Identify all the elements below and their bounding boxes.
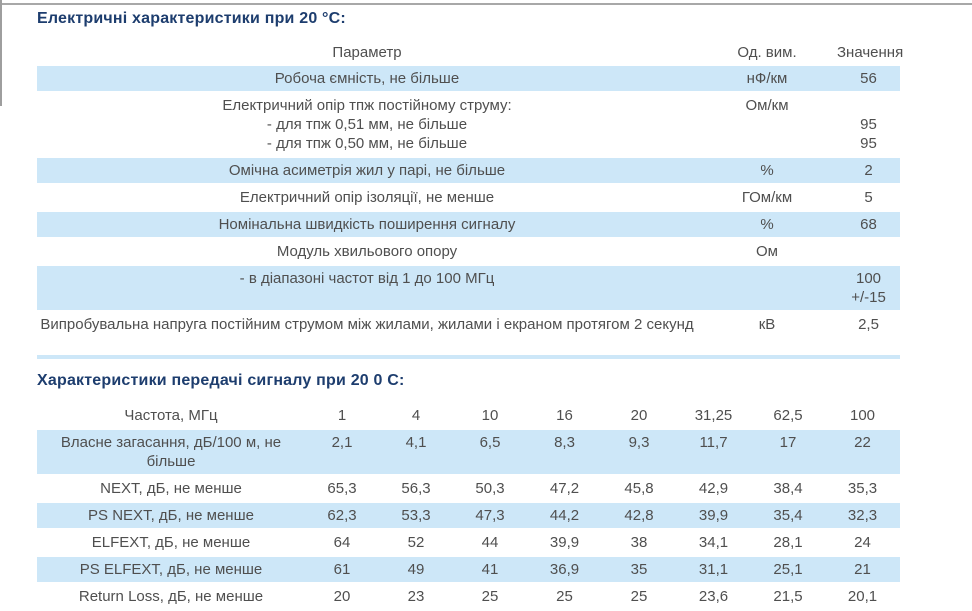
electrical-cell-unit (697, 266, 837, 310)
transmission-table-row (37, 530, 900, 555)
electrical-cell-unit (697, 93, 837, 156)
transmission-value-cell: 39,9 (676, 503, 751, 528)
transmission-value-cell: 9,3 (602, 430, 676, 474)
electrical-cell-unit (697, 158, 837, 183)
transmission-table-row (37, 430, 900, 474)
transmission-row-label: Власне загасання, дБ/100 м, не більше (37, 430, 305, 474)
transmission-value-cell: 23,6 (698, 588, 729, 605)
transmission-value-cell: 21,5 (773, 588, 803, 605)
cell-line: ГОм/км (741, 189, 793, 206)
transmission-value-cell: 4,1 (379, 430, 453, 474)
transmission-value-cell: 24 (854, 534, 871, 551)
electrical-table-row (37, 239, 900, 264)
electrical-cell-unit (697, 66, 837, 91)
electrical-table-row (37, 158, 900, 183)
transmission-table-row (37, 557, 900, 582)
cell-line: Ом/км (745, 97, 789, 114)
cell-line: 95 (860, 135, 877, 152)
electrical-cell-param (37, 239, 697, 264)
cell-line (697, 269, 837, 288)
cell-line: - в діапазоні частот від 1 до 100 МГц (239, 270, 495, 287)
transmission-value-cell: 31,1 (676, 557, 751, 582)
transmission-row-label: PS NEXT, дБ, не менше (37, 503, 305, 528)
cell-line: 68 (860, 216, 877, 233)
transmission-value-cell: 35,4 (751, 503, 825, 528)
transmission-table-row (37, 584, 900, 609)
section-divider-strip (37, 355, 900, 359)
transmission-value-cell: 2,1 (305, 430, 379, 474)
transmission-value-cell: 49 (379, 557, 453, 582)
signal-transmission-table (37, 402, 900, 611)
transmission-value-cell: 38 (630, 534, 648, 551)
transmission-value-cell: 50,3 (475, 480, 505, 497)
cell-line: 5 (864, 189, 873, 206)
transmission-value-cell: 32,3 (825, 503, 900, 528)
electrical-cell-unit (697, 185, 837, 210)
transmission-value-cell: 20,1 (847, 588, 878, 605)
transmission-value-cell: 42,8 (602, 503, 676, 528)
transmission-value-cell: 35,3 (847, 480, 878, 497)
transmission-value-cell: 39,9 (549, 534, 580, 551)
cell-line: 56 (860, 70, 877, 87)
section-title-electrical: Електричні характеристики при 20 °C: (37, 10, 346, 27)
transmission-value-cell: 6,5 (453, 430, 527, 474)
transmission-value-cell: 25 (556, 588, 573, 605)
transmission-value-cell: 62,3 (305, 503, 379, 528)
cell-line (697, 115, 837, 134)
electrical-cell-value (837, 212, 900, 237)
transmission-row-label: PS ELFEXT, дБ, не менше (37, 557, 305, 582)
transmission-table-body (37, 430, 900, 609)
transmission-value-cell: 61 (305, 557, 379, 582)
transmission-value-cell: 23 (407, 588, 425, 605)
frequency-column-header: 31,25 (694, 407, 733, 424)
frequency-column-header: 100 (849, 407, 876, 424)
transmission-value-cell: 52 (407, 534, 425, 551)
cell-line: Робоча ємність, не більше (274, 70, 460, 87)
transmission-value-cell: 47,2 (549, 480, 580, 497)
cell-line: Випробувальна напруга постійним струмом між жилами, жилами і екраном протягом 2 секунд (40, 316, 694, 333)
transmission-value-cell: 28,1 (773, 534, 803, 551)
electrical-cell-value (837, 66, 900, 91)
electrical-cell-value (837, 185, 900, 210)
electrical-table-row (37, 66, 900, 91)
transmission-value-cell: 38,4 (773, 480, 803, 497)
cell-line: Електричний опір ізоляції, не менше (239, 189, 495, 206)
cell-line: Номінальна швидкість поширення сигналу (218, 216, 516, 233)
electrical-cell-param (37, 266, 697, 310)
cell-line: Модуль хвильового опору (276, 243, 458, 260)
transmission-row-label: Return Loss, дБ, не менше (78, 588, 264, 605)
cell-line: - для тпж 0,50 мм, не більше (266, 135, 468, 152)
cell-line: кВ (758, 316, 776, 333)
transmission-table-header (37, 404, 900, 428)
electrical-cell-value (837, 93, 900, 156)
electrical-cell-value (837, 266, 900, 310)
electrical-table-row (37, 266, 900, 310)
cell-line: 2,5 (858, 316, 879, 333)
frequency-header-row (37, 404, 900, 428)
cell-line: 95 (860, 116, 877, 133)
transmission-value-cell: 21 (825, 557, 900, 582)
cell-line: нФ/км (746, 70, 788, 87)
transmission-value-cell: 20 (333, 588, 351, 605)
transmission-value-cell: 11,7 (676, 430, 751, 474)
transmission-row-label: NEXT, дБ, не менше (100, 480, 242, 497)
transmission-table-row (37, 476, 900, 501)
cell-line: 100 +/-15 (851, 270, 886, 306)
transmission-value-cell: 47,3 (453, 503, 527, 528)
cell-line: - для тпж 0,51 мм, не більше (266, 116, 468, 133)
transmission-value-cell: 42,9 (698, 480, 729, 497)
transmission-value-cell: 25 (630, 588, 648, 605)
frequency-column-header: 10 (481, 407, 499, 424)
cell-line: Електричний опір тпж постійному струму: (222, 97, 512, 114)
frequency-column-header: 20 (630, 407, 648, 424)
column-header-unit: Од. вим. (737, 44, 797, 61)
top-divider-line (0, 3, 972, 5)
electrical-cell-param (37, 66, 697, 91)
electrical-table-header (37, 42, 904, 64)
electrical-table-body (37, 66, 900, 337)
electrical-cell-param (37, 93, 697, 156)
electrical-table-row (37, 93, 900, 156)
transmission-value-cell: 41 (453, 557, 527, 582)
electrical-table-row (37, 185, 900, 210)
electrical-cell-value (837, 239, 900, 264)
transmission-row-label: ELFEXT, дБ, не менше (91, 534, 251, 551)
frequency-column-header: 16 (556, 407, 573, 424)
column-header-value: Значення (837, 44, 904, 61)
transmission-value-cell: 44 (481, 534, 499, 551)
electrical-cell-value (837, 158, 900, 183)
transmission-value-cell: 35 (602, 557, 676, 582)
transmission-table-row (37, 503, 900, 528)
electrical-cell-unit (697, 312, 837, 337)
frequency-column-header: 1 (337, 407, 347, 424)
electrical-characteristics-table (37, 40, 904, 339)
electrical-header-row (37, 42, 900, 64)
cell-line: % (760, 216, 774, 233)
cell-line: 2 (864, 162, 873, 179)
electrical-cell-param (37, 185, 697, 210)
electrical-cell-value (837, 312, 900, 337)
transmission-value-cell: 8,3 (527, 430, 602, 474)
transmission-value-cell: 17 (751, 430, 825, 474)
transmission-value-cell: 56,3 (401, 480, 431, 497)
transmission-value-cell: 25,1 (751, 557, 825, 582)
transmission-value-cell: 53,3 (379, 503, 453, 528)
frequency-column-header: 4 (411, 407, 421, 424)
transmission-value-cell: 44,2 (527, 503, 602, 528)
cell-line (697, 134, 837, 153)
left-edge-line (0, 0, 2, 106)
transmission-value-cell: 45,8 (624, 480, 654, 497)
cell-line: Омічна асиметрія жил у парі, не більше (228, 162, 506, 179)
frequency-column-header: 62,5 (773, 407, 803, 424)
electrical-table-row (37, 212, 900, 237)
cell-line: Ом (756, 243, 778, 260)
electrical-cell-param (37, 212, 697, 237)
electrical-table-row (37, 312, 900, 337)
frequency-row-header: Частота, МГц (124, 407, 218, 424)
transmission-value-cell: 64 (333, 534, 351, 551)
cell-line (837, 242, 900, 261)
electrical-cell-param (37, 158, 697, 183)
column-header-parameter: Параметр (332, 44, 402, 61)
transmission-value-cell: 34,1 (698, 534, 729, 551)
transmission-value-cell: 22 (825, 430, 900, 474)
electrical-cell-param (37, 312, 697, 337)
electrical-cell-unit (697, 212, 837, 237)
transmission-value-cell: 65,3 (327, 480, 357, 497)
transmission-value-cell: 36,9 (527, 557, 602, 582)
transmission-value-cell: 25 (481, 588, 499, 605)
electrical-cell-unit (697, 239, 837, 264)
cell-line (837, 96, 900, 115)
section-title-transmission: Характеристики передачі сигналу при 20 0 С: (37, 372, 405, 389)
cell-line: % (760, 162, 774, 179)
